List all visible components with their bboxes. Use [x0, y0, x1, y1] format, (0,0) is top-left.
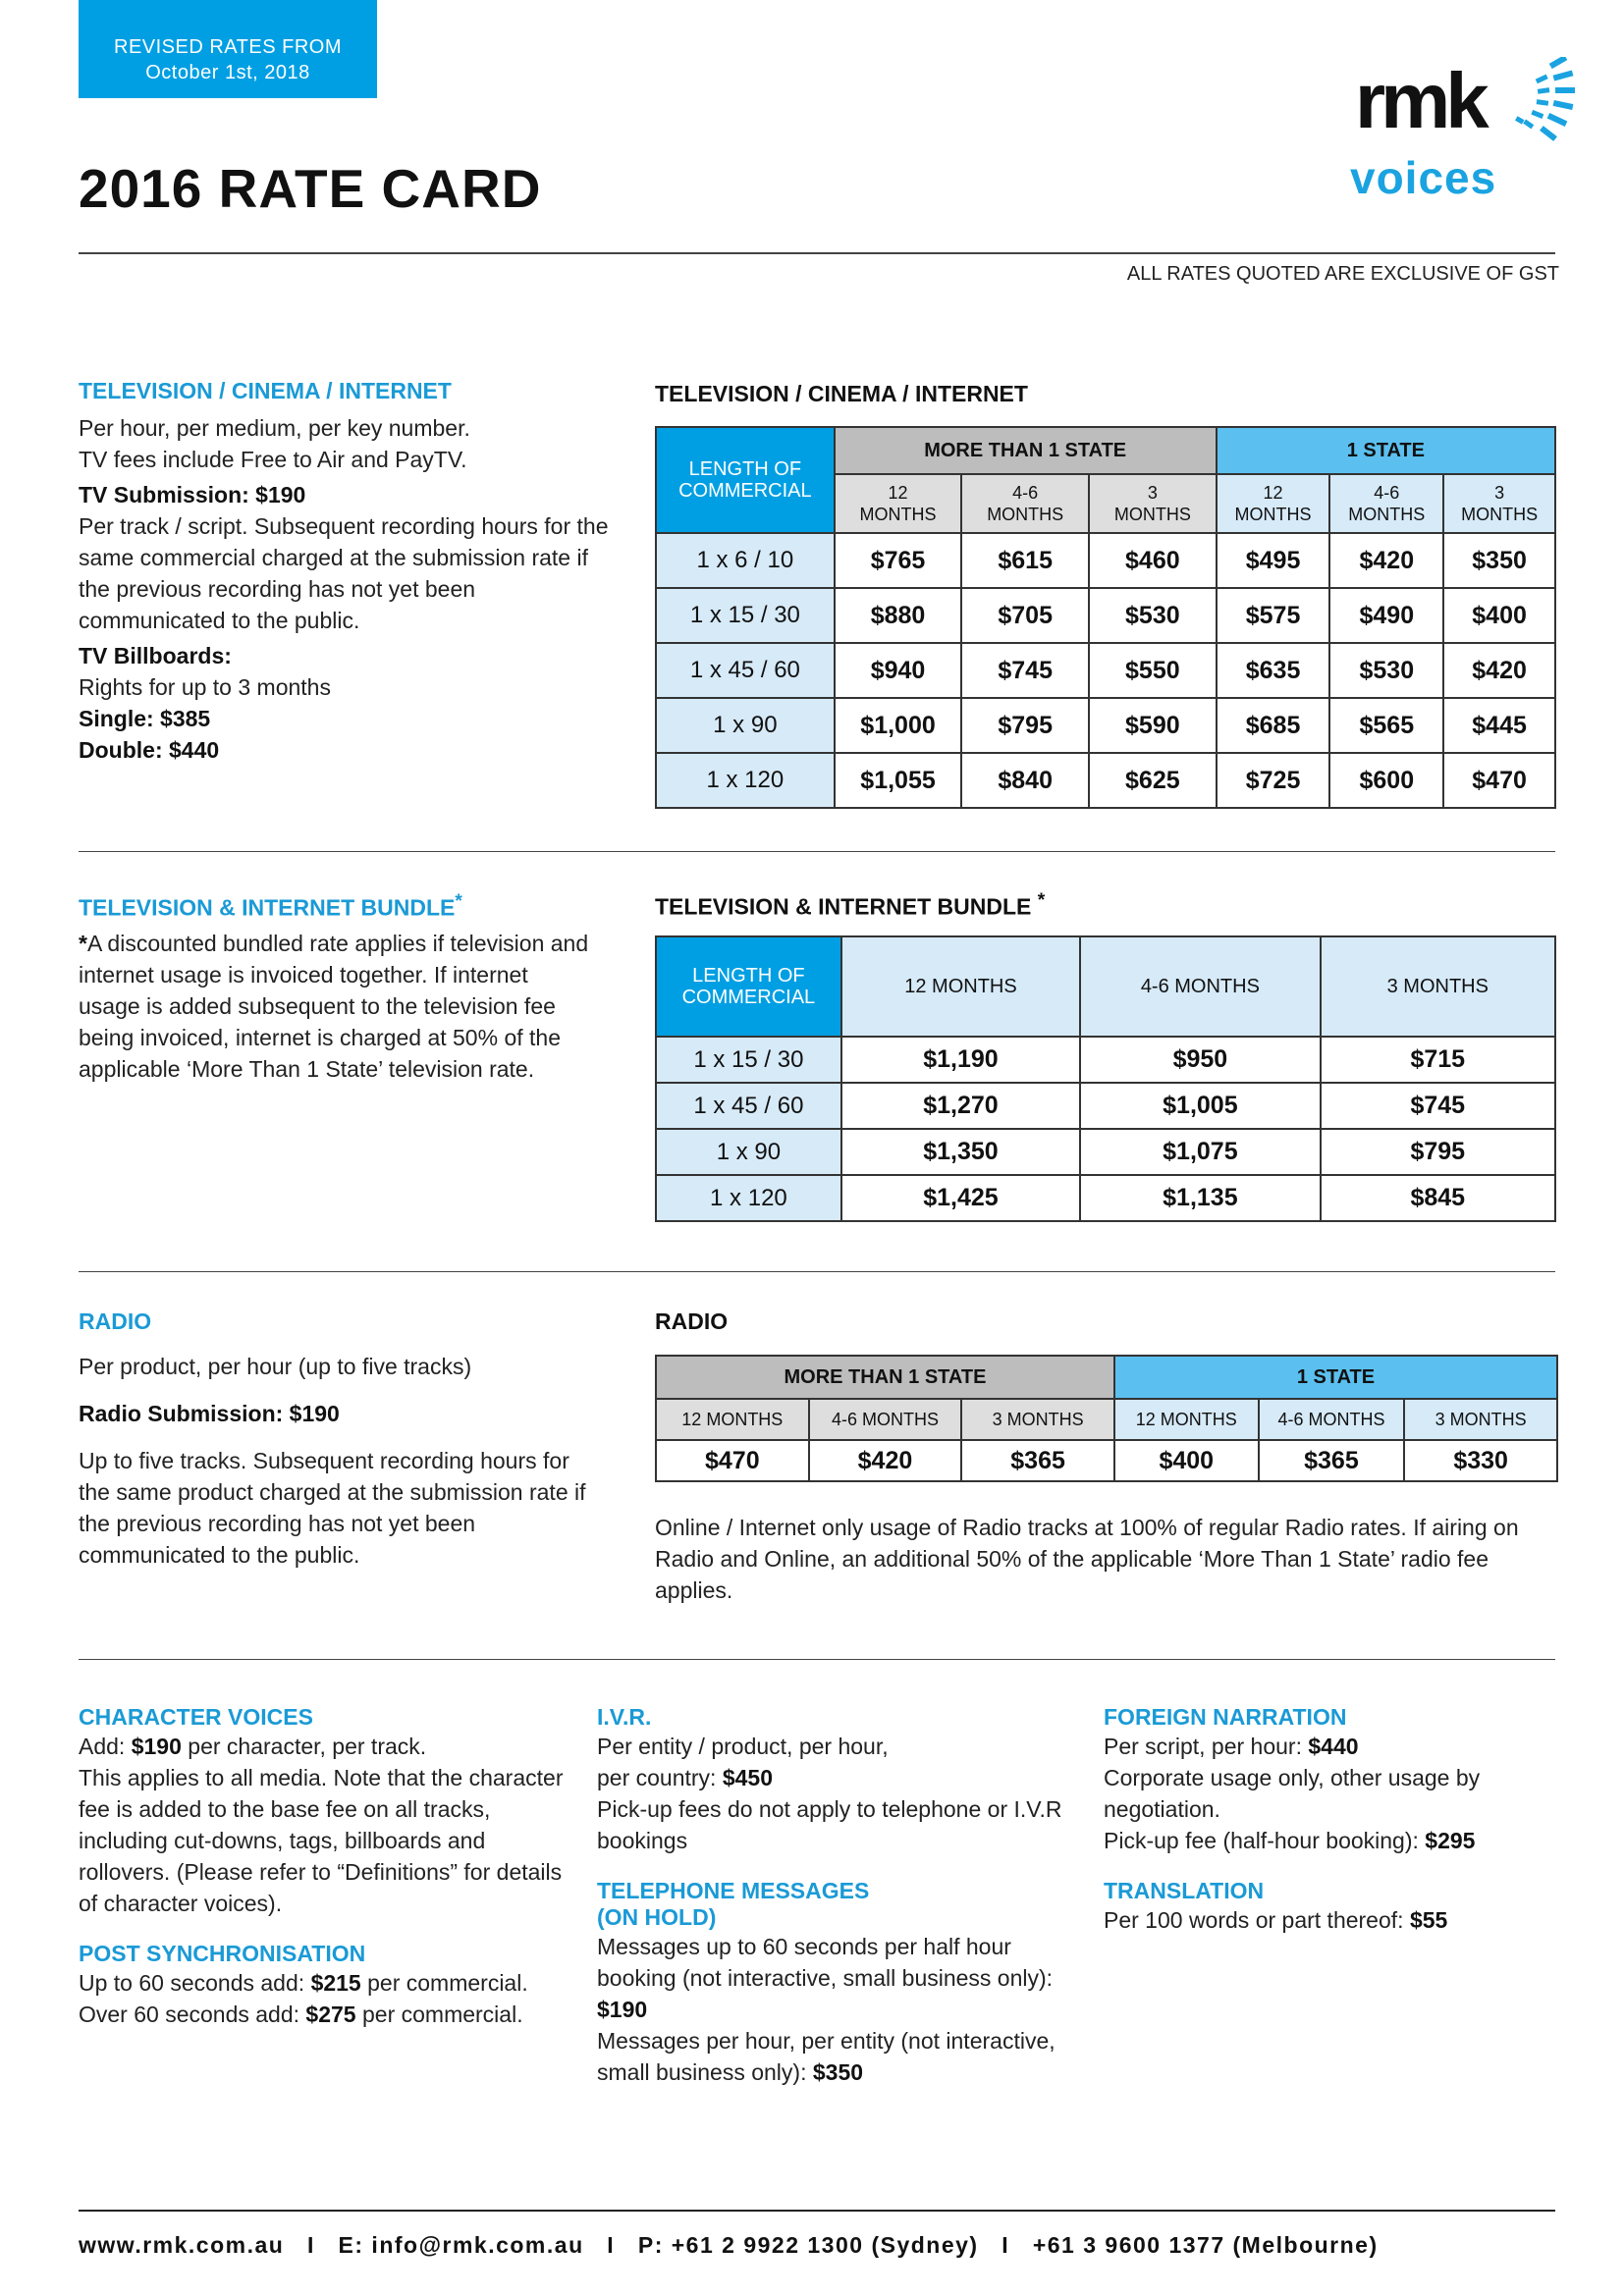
text: Pick-up fee (half-hour booking): [1104, 1828, 1426, 1853]
tv-billboards-desc: Rights for up to 3 months [79, 674, 331, 700]
rate-cell: $705 [961, 588, 1089, 643]
post-sync-price-under-60: $215 [310, 1970, 361, 1996]
tv-billboard-single: Single: $385 [79, 706, 211, 731]
rate-cell: $1,075 [1080, 1129, 1320, 1175]
rate-cell: $795 [961, 698, 1089, 753]
bundle-rate-table [655, 935, 1556, 1222]
rate-cell: $1,000 [835, 698, 962, 753]
tv-subheader: 4-6 MONTHS [961, 474, 1089, 533]
rate-cell: $530 [1329, 643, 1443, 698]
rate-cell: $470 [656, 1440, 809, 1481]
text: Up to 60 seconds add: [79, 1970, 311, 1996]
rate-cell: $1,190 [841, 1037, 1080, 1083]
rate-cell: $350 [1443, 533, 1555, 588]
telephone-heading-1: TELEPHONE MESSAGES [597, 1878, 870, 1903]
separator: I [1001, 2232, 1010, 2258]
table-row [656, 1083, 1555, 1129]
radio-rate-table [655, 1355, 1558, 1482]
tv-description [79, 378, 609, 766]
rate-cell: $590 [1089, 698, 1217, 753]
translation-heading: TRANSLATION [1104, 1878, 1265, 1903]
rate-cell: $420 [809, 1440, 962, 1481]
tv-intro-1: Per hour, per medium, per key number. [79, 415, 470, 441]
ivr-line-1: Per entity / product, per hour, [597, 1734, 889, 1759]
rate-cell: $950 [1080, 1037, 1320, 1083]
bundle-col-header: 12 MONTHS [841, 936, 1080, 1037]
bundle-table-heading: TELEVISION & INTERNET BUNDLE [655, 893, 1032, 920]
bundle-left-heading: TELEVISION & INTERNET BUNDLE [79, 894, 456, 921]
footer-divider [79, 2210, 1555, 2212]
rate-cell: $1,135 [1080, 1175, 1320, 1221]
radio-left-heading: RADIO [79, 1308, 152, 1334]
translation-price: $55 [1409, 1907, 1448, 1933]
rate-cell: $635 [1217, 643, 1330, 698]
tv-subheader: 12 MONTHS [835, 474, 962, 533]
rate-cell: $840 [961, 753, 1089, 808]
character-voices-desc: This applies to all media. Note that the character fee is added to the base fee on all tracks, including cut-downs, tags, billboards and rollovers. (Please refer to “Definitions” for details of character voices). [79, 1765, 564, 1916]
foreign-narration-note: Corporate usage only, other usage by negotiation. [1104, 1765, 1481, 1822]
rate-cell: $445 [1443, 698, 1555, 753]
rate-cell: $745 [1321, 1083, 1555, 1129]
rate-cell: $745 [961, 643, 1089, 698]
rate-cell: $715 [1321, 1037, 1555, 1083]
bundle-col-header: 3 MONTHS [1321, 936, 1555, 1037]
rate-cell: $880 [835, 588, 962, 643]
table-row [656, 698, 1555, 753]
table-row [656, 1440, 1557, 1481]
telephone-half-hour-price: $190 [597, 1997, 648, 2022]
rate-cell: $1,270 [841, 1083, 1080, 1129]
text: Messages per hour, per entity (not interactive, small business only): [597, 2028, 1056, 2085]
text: per country: [597, 1765, 723, 1790]
character-voice-price: $190 [131, 1734, 182, 1759]
footer-email-link[interactable]: E: info@rmk.com.au [338, 2232, 584, 2258]
tv-rate-table [655, 426, 1556, 809]
header-divider [79, 252, 1555, 254]
rate-cell: $615 [961, 533, 1089, 588]
rate-cell: $685 [1217, 698, 1330, 753]
ivr-line-3: Pick-up fees do not apply to telephone or I.V.R bookings [597, 1796, 1062, 1853]
radio-col-header: 4-6 MONTHS [809, 1399, 962, 1440]
row-length: 1 x 90 [656, 698, 835, 753]
tv-table-heading: TELEVISION / CINEMA / INTERNET [655, 381, 1028, 406]
section-divider [79, 851, 1555, 852]
tv-intro-2: TV fees include Free to Air and PayTV. [79, 447, 467, 472]
rate-cell: $1,005 [1080, 1083, 1320, 1129]
table-row [656, 1037, 1555, 1083]
text: Per script, per hour: [1104, 1734, 1309, 1759]
rate-cell: $795 [1321, 1129, 1555, 1175]
tv-billboard-double: Double: $440 [79, 737, 220, 763]
telephone-hourly-price: $350 [812, 2059, 864, 2085]
rate-cell: $495 [1217, 533, 1330, 588]
row-length: 1 x 15 / 30 [656, 1037, 841, 1083]
rate-cell: $565 [1329, 698, 1443, 753]
rate-cell: $400 [1114, 1440, 1259, 1481]
radio-submission: Radio Submission: $190 [79, 1401, 340, 1426]
rate-cell: $400 [1443, 588, 1555, 643]
asterisk: * [1037, 890, 1046, 911]
separator: I [607, 2232, 616, 2258]
rate-cell: $1,425 [841, 1175, 1080, 1221]
sound-wave-icon [1502, 57, 1581, 165]
foreign-narration-price: $440 [1308, 1734, 1359, 1759]
table-row [656, 588, 1555, 643]
radio-desc: Up to five tracks. Subsequent recording hours for the same product charged at the submission rate if the previous recording has not yet been communicated to the public. [79, 1448, 586, 1568]
gst-note: ALL RATES QUOTED ARE EXCLUSIVE OF GST [1126, 263, 1559, 285]
rate-cell: $1,055 [835, 753, 962, 808]
text: Messages up to 60 seconds per half hour booking (not interactive, small business only): [597, 1934, 1054, 1991]
tv-group-1-state: 1 STATE [1217, 427, 1555, 474]
telephone-heading-2: (ON HOLD) [597, 1904, 717, 1930]
column-left [79, 1704, 569, 2030]
table-row [656, 1129, 1555, 1175]
radio-group-more-than-1-state: MORE THAN 1 STATE [656, 1356, 1114, 1399]
table-row [656, 753, 1555, 808]
logo-voices-text: voices [1350, 152, 1497, 203]
tv-left-heading: TELEVISION / CINEMA / INTERNET [79, 378, 452, 403]
rate-cell: $725 [1217, 753, 1330, 808]
banner-line-2: October 1st, 2018 [145, 62, 310, 83]
ivr-heading: I.V.R. [597, 1704, 652, 1730]
footer-phone-melbourne: +61 3 9600 1377 (Melbourne) [1032, 2232, 1379, 2258]
row-length: 1 x 45 / 60 [656, 1083, 841, 1129]
rate-cell: $330 [1404, 1440, 1557, 1481]
tv-subheader: 3 MONTHS [1443, 474, 1555, 533]
text: Per 100 words or part thereof: [1104, 1907, 1410, 1933]
column-middle [597, 1704, 1083, 2088]
row-length: 1 x 120 [656, 753, 835, 808]
radio-online-note: Online / Internet only usage of Radio tracks at 100% of regular Radio rates. If airing on Radio and Online, an additional 50% of the applicable ‘More Than 1 State’ radio fee applies. [655, 1515, 1519, 1603]
radio-intro: Per product, per hour (up to five tracks) [79, 1354, 472, 1379]
tv-group-more-than-1-state: MORE THAN 1 STATE [835, 427, 1217, 474]
text: per commercial. [355, 2002, 523, 2027]
post-sync-heading: POST SYNCHRONISATION [79, 1941, 366, 1966]
rate-cell: $460 [1089, 533, 1217, 588]
footer-contact [79, 2232, 1379, 2259]
logo-rmk-text: rmk [1355, 57, 1485, 144]
radio-col-header: 12 MONTHS [656, 1399, 809, 1440]
rate-cell: $845 [1321, 1175, 1555, 1221]
character-voices-heading: CHARACTER VOICES [79, 1704, 313, 1730]
rate-cell: $1,350 [841, 1129, 1080, 1175]
text: per commercial. [360, 1970, 528, 1996]
section-divider [79, 1659, 1555, 1660]
rate-cell: $625 [1089, 753, 1217, 808]
bundle-col-header: 4-6 MONTHS [1080, 936, 1320, 1037]
rate-cell: $530 [1089, 588, 1217, 643]
rate-cell: $940 [835, 643, 962, 698]
separator: I [306, 2232, 315, 2258]
radio-col-header: 12 MONTHS [1114, 1399, 1259, 1440]
table-row [656, 1175, 1555, 1221]
tv-billboards: TV Billboards: [79, 643, 232, 668]
radio-col-header: 3 MONTHS [961, 1399, 1114, 1440]
radio-table-heading: RADIO [655, 1308, 729, 1334]
asterisk: * [79, 930, 87, 956]
ivr-price: $450 [722, 1765, 774, 1790]
page-title: 2016 RATE CARD [79, 158, 542, 219]
footer-phone-sydney: P: +61 2 9922 1300 (Sydney) [637, 2232, 979, 2258]
rate-cell: $470 [1443, 753, 1555, 808]
foreign-narration-heading: FOREIGN NARRATION [1104, 1704, 1347, 1730]
asterisk: * [455, 891, 462, 912]
rate-cell: $765 [835, 533, 962, 588]
rate-cell: $490 [1329, 588, 1443, 643]
pickup-fee-price: $295 [1425, 1828, 1476, 1853]
row-length: 1 x 90 [656, 1129, 841, 1175]
text: Add: [79, 1734, 132, 1759]
rate-cell: $365 [961, 1440, 1114, 1481]
tv-subheader: 12 MONTHS [1217, 474, 1330, 533]
rate-cell: $575 [1217, 588, 1330, 643]
radio-description [79, 1308, 589, 1571]
revised-rates-banner [79, 0, 377, 98]
tv-subheader: 3 MONTHS [1089, 474, 1217, 533]
tv-subheader: 4-6 MONTHS [1329, 474, 1443, 533]
post-sync-price-over-60: $275 [305, 2002, 356, 2027]
row-length: 1 x 120 [656, 1175, 841, 1221]
section-divider [79, 1271, 1555, 1272]
text: per character, per track. [181, 1734, 427, 1759]
bundle-description [79, 891, 589, 1085]
tv-submission: TV Submission: $190 [79, 482, 306, 507]
tv-submission-desc: Per track / script. Subsequent recording hours for the same commercial charged at the submission rate if the previous recording has not yet been communicated to the public. [79, 513, 609, 633]
banner-line-1: REVISED RATES FROM [114, 36, 342, 58]
column-right [1104, 1704, 1565, 1936]
rmk-voices-logo [1350, 57, 1576, 204]
row-length: 1 x 45 / 60 [656, 643, 835, 698]
tv-corner-header: LENGTH OF COMMERCIAL [656, 427, 835, 533]
bundle-desc: A discounted bundled rate applies if television and internet usage is invoiced together. If internet usage is added subsequent to the television fee being invoiced, internet is charged at 50% of the applicable ‘More Than 1 State’ television rate. [79, 930, 589, 1082]
rate-cell: $365 [1259, 1440, 1405, 1481]
bundle-corner-header: LENGTH OF COMMERCIAL [656, 936, 841, 1037]
table-row [656, 643, 1555, 698]
rate-cell: $420 [1443, 643, 1555, 698]
footer-website-link[interactable]: www.rmk.com.au [79, 2232, 285, 2258]
radio-col-header: 4-6 MONTHS [1259, 1399, 1405, 1440]
row-length: 1 x 15 / 30 [656, 588, 835, 643]
table-row [656, 533, 1555, 588]
row-length: 1 x 6 / 10 [656, 533, 835, 588]
rate-cell: $600 [1329, 753, 1443, 808]
radio-col-header: 3 MONTHS [1404, 1399, 1557, 1440]
text: Over 60 seconds add: [79, 2002, 306, 2027]
rate-cell: $550 [1089, 643, 1217, 698]
radio-group-1-state: 1 STATE [1114, 1356, 1557, 1399]
rate-cell: $420 [1329, 533, 1443, 588]
